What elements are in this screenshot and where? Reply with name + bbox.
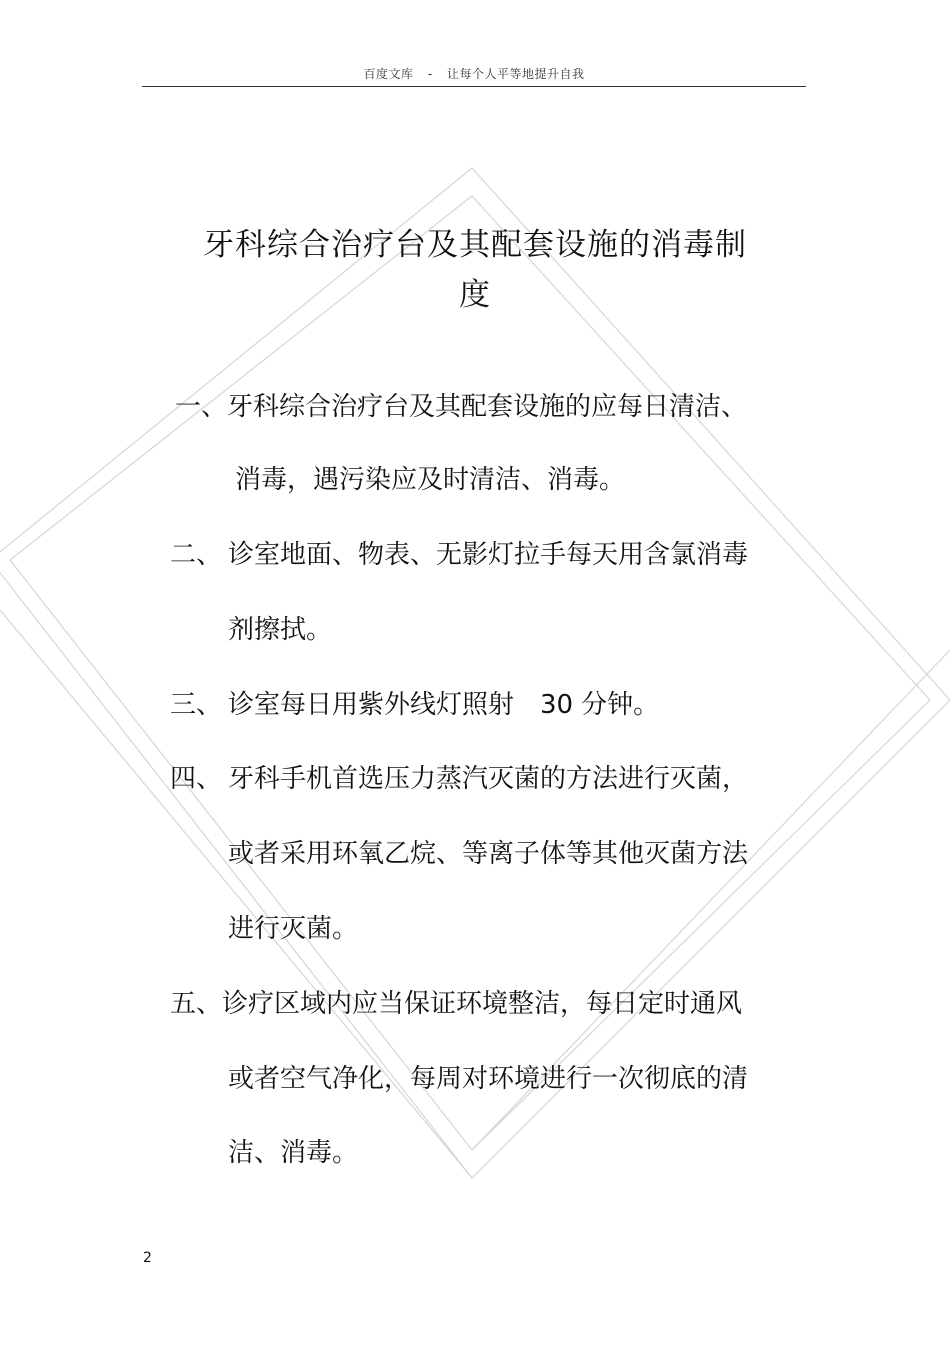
header-dash: - [427, 67, 433, 81]
item-unit: 分钟。 [581, 690, 660, 720]
item-text: 诊室地面、物表、无影灯拉手每天用含氯消毒 [228, 540, 749, 570]
title-line-2: 度 [459, 277, 491, 313]
item-number: 五、 [170, 989, 223, 1019]
list-item [170, 536, 748, 574]
list-item [170, 985, 742, 1023]
item-text: 牙科综合治疗台及其配套设施的应每日清洁、 [227, 392, 748, 422]
item-text: 牙科手机首选压力蒸汽灭菌的方法进行灭菌， [228, 764, 749, 794]
item-text: 诊疗区域内应当保证环境整洁，每日定时通风 [222, 989, 743, 1019]
list-item [170, 760, 748, 798]
item-continuation: 进行灭菌。 [228, 914, 359, 944]
page-header [142, 62, 806, 87]
title-line-1: 牙科综合治疗台及其配套设施的消毒制 [203, 227, 747, 263]
item-number: 三、 [170, 690, 223, 720]
item-continuation: 剂擦拭。 [228, 615, 333, 645]
item-continuation: 消毒，遇污染应及时清洁、消毒。 [235, 465, 626, 495]
item-value: 30 [540, 690, 574, 720]
item-number: 一、 [175, 392, 228, 422]
list-item [170, 686, 659, 724]
list-item [175, 388, 747, 426]
item-continuation: 或者空气净化，每周对环境进行一次彻底的清 [228, 1064, 749, 1094]
document-title [185, 220, 765, 320]
item-number: 二、 [170, 540, 223, 570]
header-slogan: 让每个人平等地提升自我 [447, 67, 585, 81]
item-continuation: 或者采用环氧乙烷、等离子体等其他灭菌方法 [228, 839, 749, 869]
item-continuation: 洁、消毒。 [228, 1138, 359, 1168]
item-number: 四、 [170, 764, 223, 794]
header-site: 百度文库 [363, 67, 414, 81]
item-text: 诊室每日用紫外线灯照射 [228, 690, 515, 720]
page-number: 2 [143, 1250, 152, 1266]
